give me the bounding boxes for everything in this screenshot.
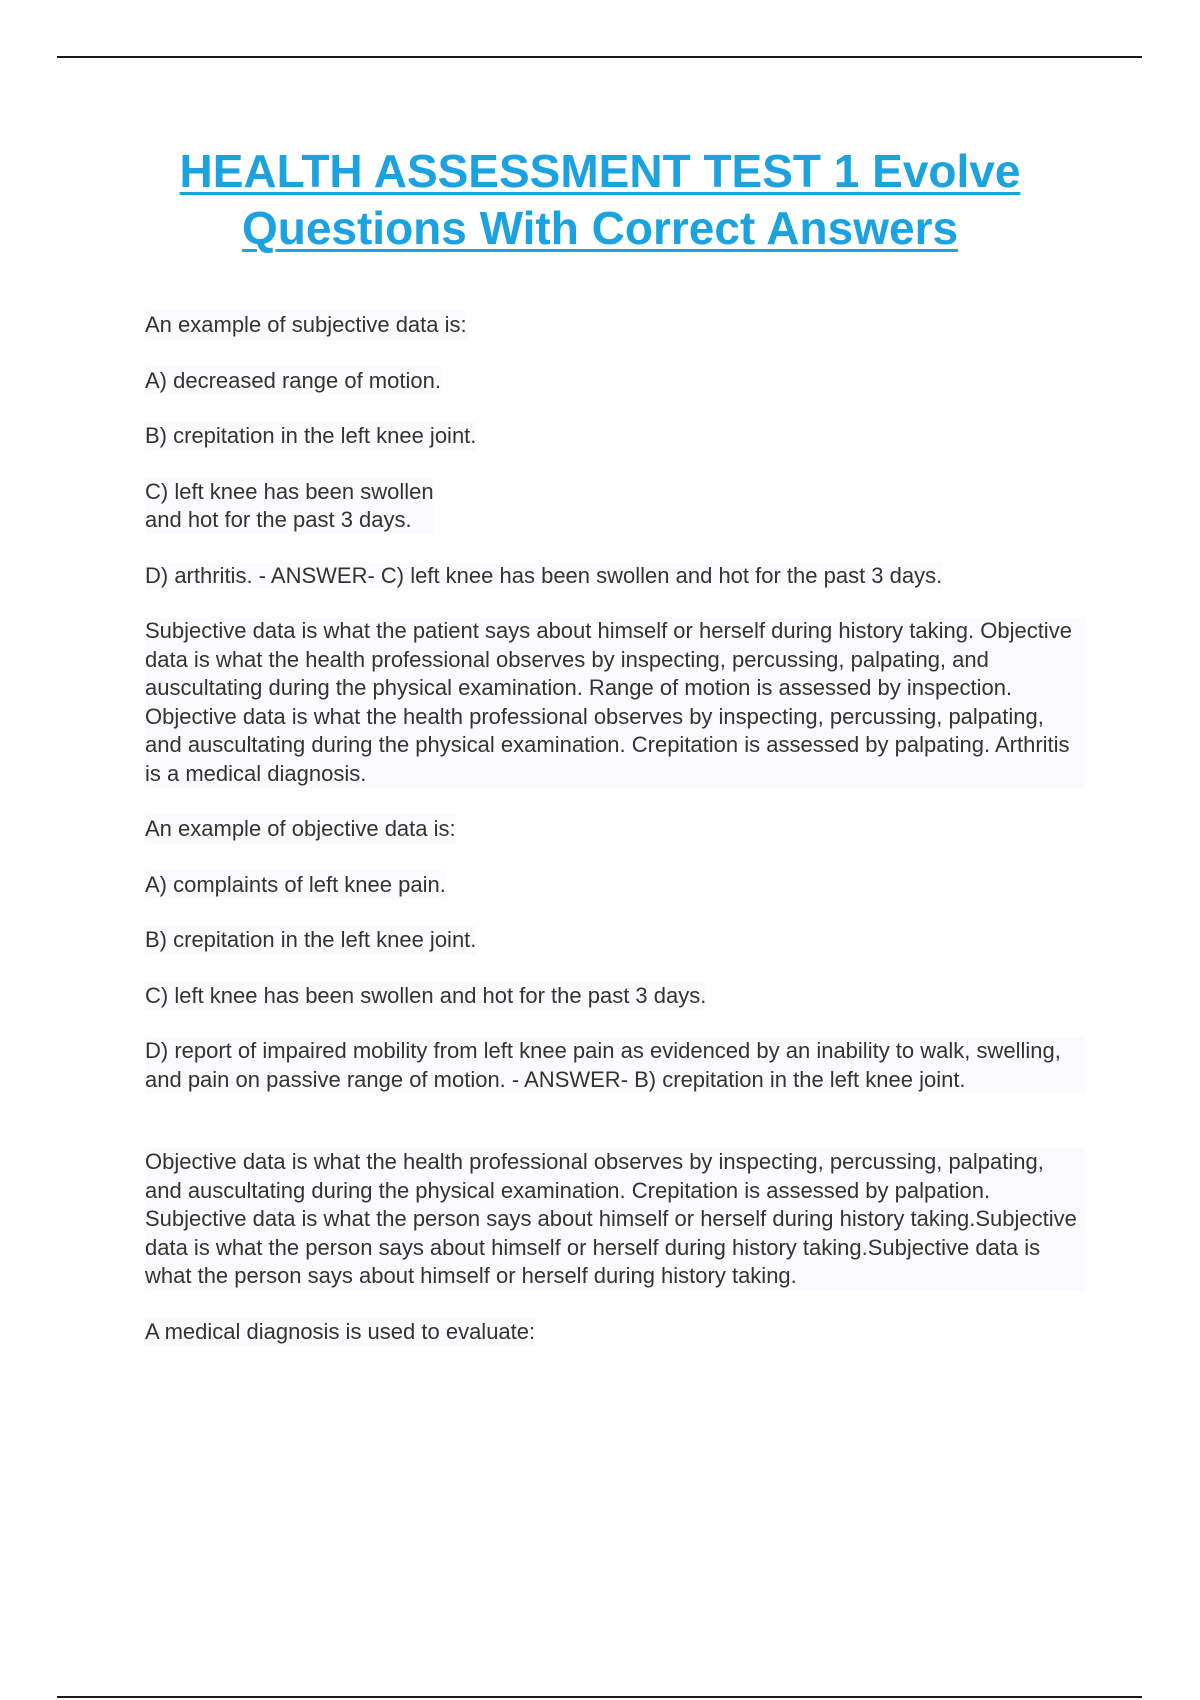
question-3-prompt: A medical diagnosis is used to evaluate: xyxy=(145,1318,535,1347)
question-1-option-b: B) crepitation in the left knee joint. xyxy=(145,422,476,451)
option-c-line-2: and hot for the past 3 days. xyxy=(145,507,412,532)
question-1-option-d-answer: D) arthritis. - ANSWER- C) left knee has been swollen and hot for the past 3 days. xyxy=(145,562,942,591)
question-2-option-d-answer: D) report of impaired mobility from left knee pain as evidenced by an inability to walk, swelling, and pain on passive range of motion. - ANSWER- B) crepitation in the left knee joint. xyxy=(145,1037,1085,1094)
title-line-1: HEALTH ASSESSMENT TEST 1 Evolve xyxy=(179,145,1021,197)
footer-rule xyxy=(57,1696,1142,1698)
question-2-option-a: A) complaints of left knee pain. xyxy=(145,871,446,900)
document-body xyxy=(145,311,1085,1373)
question-1-option-a: A) decreased range of motion. xyxy=(145,367,441,396)
question-2-prompt: An example of objective data is: xyxy=(145,815,456,844)
header-rule xyxy=(57,56,1142,58)
question-1-prompt: An example of subjective data is: xyxy=(145,311,467,340)
question-2-rationale: Objective data is what the health professional observes by inspecting, percussing, palpating, and auscultating during the physical examination. Crepitation is assessed by palpation. Subjective data is what the person says about himself or herself during history taking.Subjective data is what the person says about himself or herself during history taking.Subjective data is what the person says about himself or herself during history taking. xyxy=(145,1148,1085,1291)
question-2-option-b: B) crepitation in the left knee joint. xyxy=(145,926,476,955)
document-title xyxy=(100,143,1100,257)
title-line-2: Questions With Correct Answers xyxy=(241,202,959,254)
question-1-option-c xyxy=(145,478,434,535)
option-c-line-1: C) left knee has been swollen xyxy=(145,478,434,504)
question-2-option-c: C) left knee has been swollen and hot for the past 3 days. xyxy=(145,982,706,1011)
question-1-rationale: Subjective data is what the patient says about himself or herself during history taking. Objective data is what the health professional observes by inspecting, percussing, palpating, and auscultating during the physical examination. Range of motion is assessed by inspection. Objective data is what the health professional observes by inspecting, percussing, palpating, and auscultating during the physical examination. Crepitation is assessed by palpating. Arthritis is a medical diagnosis. xyxy=(145,617,1085,788)
